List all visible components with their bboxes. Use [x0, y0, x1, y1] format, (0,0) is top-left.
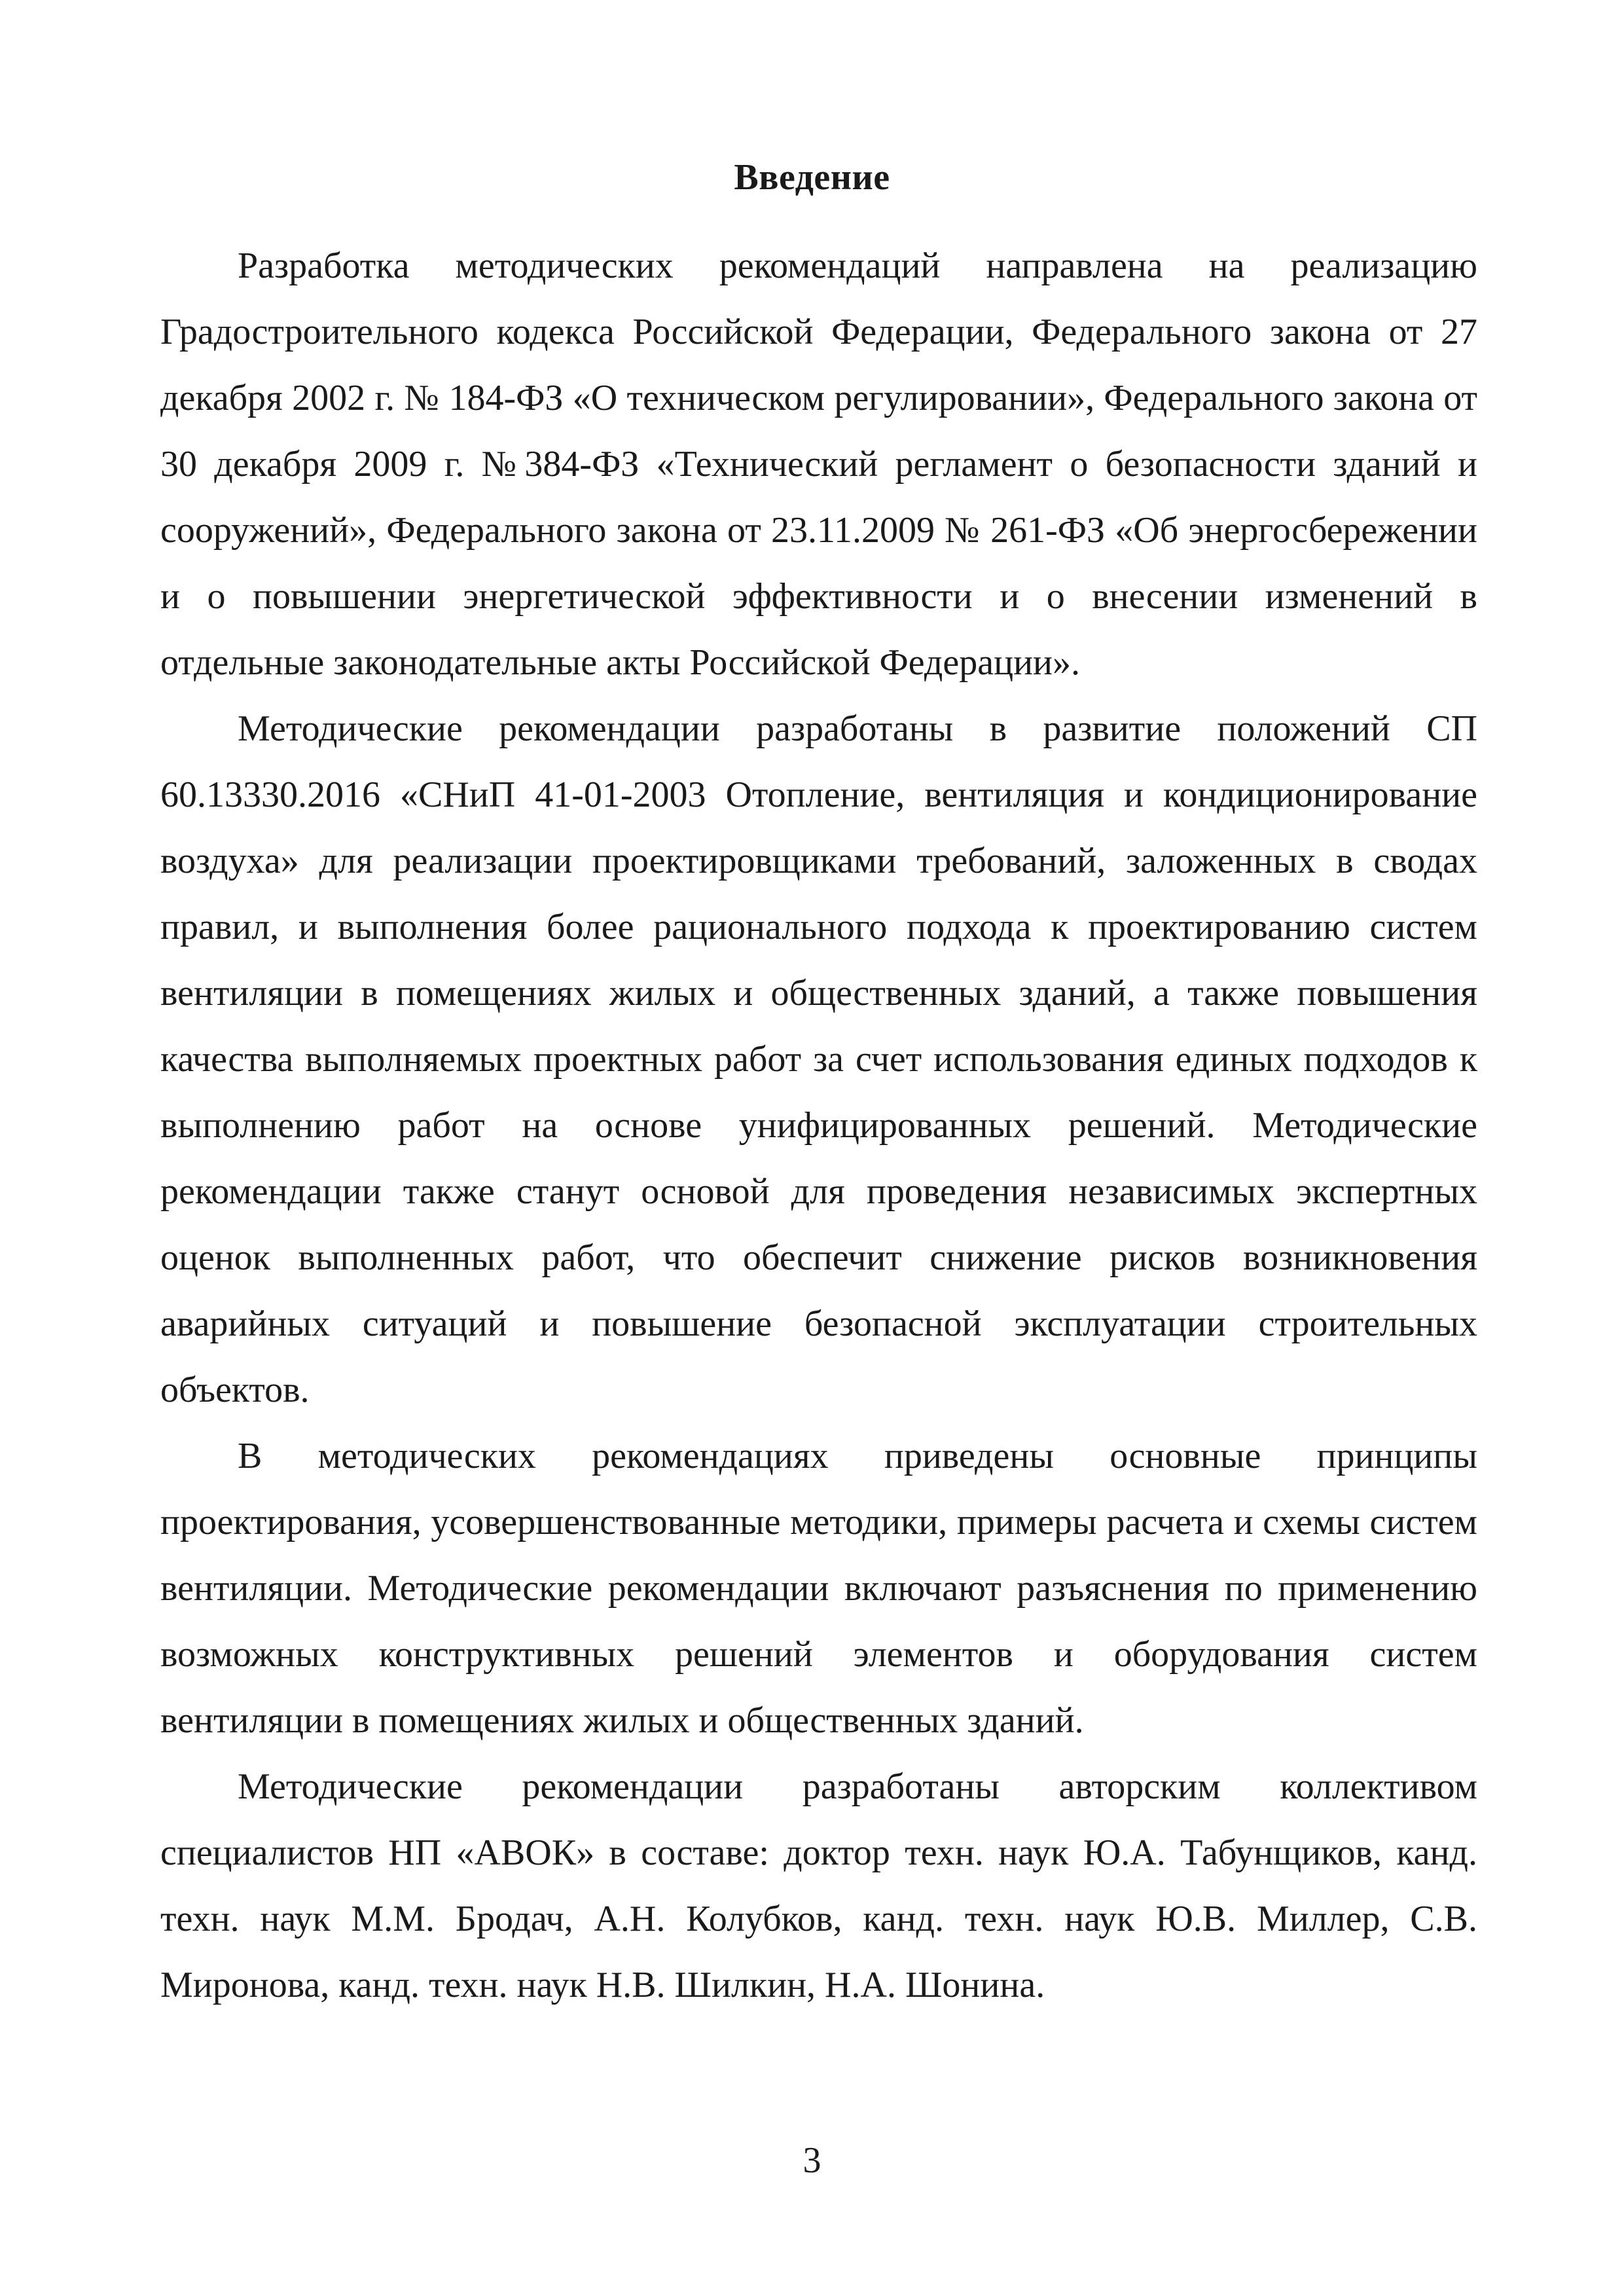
paragraph-contents: В методических рекомендациях приведены основные принципы проектирования, усовершенствованные методики, примеры расчета и схемы систем вентиляции. Методические рекомендации включают разъяснения по применению возможных конструктивных решений элементов и оборудования систем вентиляции в помещениях жилых и общественных зданий.: [160, 1436, 1477, 1741]
paragraph-development-basis: Методические рекомендации разработаны в развитие положений СП 60.13330.2016 «СНиП 41-01-2003 Отопление, вентиляция и кондиционирование воздуха» для реализации проектировщиками требований, заложенных в сводах правил, и выполнения более рационального подхода к проектированию систем вентиляции в помещениях жилых и общественных зданий, а также повышения качества выполняемых проектных работ за счет использования единых подходов к выполнению работ на основе унифицированных решений. Методические рекомендации также станут основой для проведения независимых экспертных оценок выполненных работ, что обеспечит снижение рисков возникновения аварийных ситуаций и повышение безопасной эксплуатации строительных объектов.: [160, 708, 1477, 1410]
paragraph-authors: Методические рекомендации разработаны авторским коллективом специалистов НП «АВОК» в составе: доктор техн. наук Ю.А. Табунщиков, канд. техн. наук М.М. Бродач, А.Н. Колубков, канд. техн. наук Ю.В. Миллер, С.В. Миронова, канд. техн. наук Н.В. Шилкин, Н.А. Шонина.: [160, 1766, 1477, 2005]
page-title: Введение: [734, 157, 890, 198]
page-number: 3: [803, 2140, 821, 2181]
paragraph-purpose: Разработка методических рекомендаций направлена на реализацию Градостроительного кодекса Российской Федерации, Федерального закона от 27 декабря 2002 г. № 184-ФЗ «О техническом регулировании», Федерального закона от 30 декабря 2009 г. №384-ФЗ «Технический регламент о безопасности зданий и сооружений», Федерального закона от 23.11.2009 № 261-ФЗ «Об энергосбережении и о повышении энергетической эффективности и о внесении изменений в отдельные законодательные акты Российской Федерации».: [160, 246, 1477, 683]
body-text: [160, 233, 1477, 2018]
